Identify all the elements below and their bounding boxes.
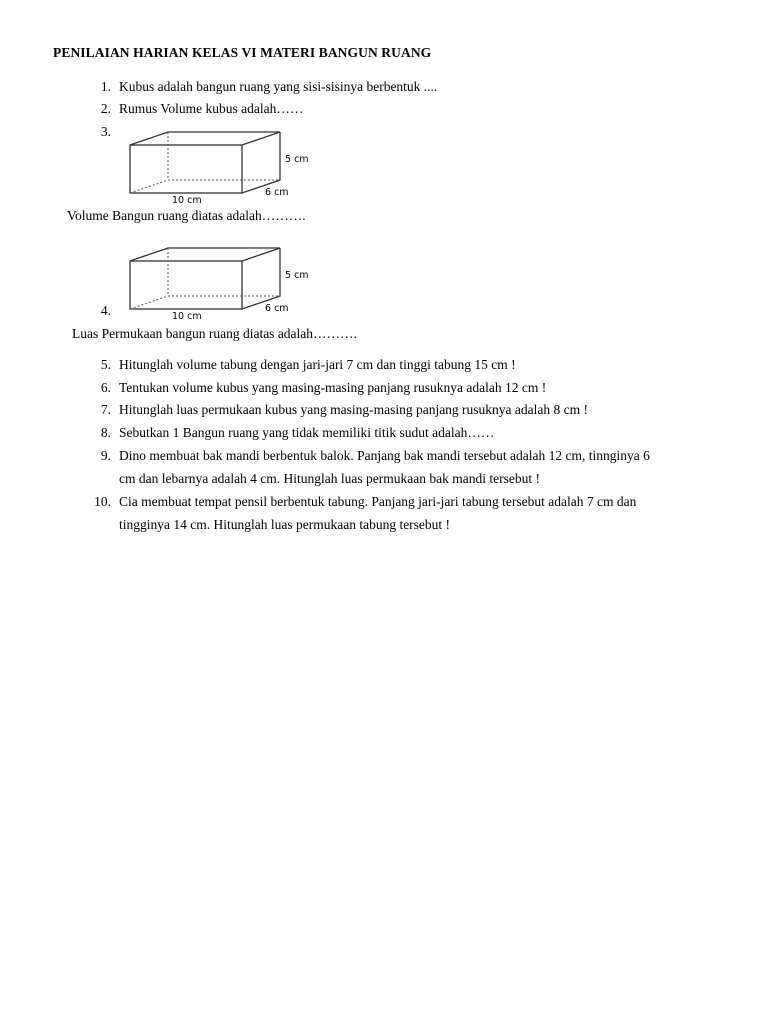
cuboid-diagram xyxy=(118,241,318,323)
question-text: Hitunglah volume tabung dengan jari-jari 7 cm dan tinggi tabung 15 cm ! xyxy=(119,357,516,372)
question-4-caption: Luas Permukaan bangun ruang diatas adalah………. xyxy=(72,326,357,341)
height-label: 5 cm xyxy=(285,270,309,281)
length-label: 10 cm xyxy=(172,195,202,206)
question-text-line-1: Dino membuat bak mandi berbentuk balok. Panjang bak mandi tersebut adalah 12 cm, tinnginya 6 xyxy=(119,448,650,463)
length-label: 10 cm xyxy=(172,311,202,322)
question-text: Kubus adalah bangun ruang yang sisi-sisinya berbentuk .... xyxy=(119,79,438,94)
cuboid-figure-q4 xyxy=(118,241,318,328)
question-3-caption: Volume Bangun ruang diatas adalah………. xyxy=(67,208,306,223)
width-label: 6 cm xyxy=(265,187,289,198)
front-face xyxy=(130,261,242,309)
top-edge xyxy=(130,132,280,145)
cuboid-diagram xyxy=(118,125,318,207)
question-text: Sebutkan 1 Bangun ruang yang tidak memiliki titik sudut adalah…… xyxy=(119,425,495,440)
question-number: 5. xyxy=(100,357,111,372)
question-number: 9. xyxy=(100,448,111,463)
right-edge xyxy=(242,132,280,193)
question-text-line-2: cm dan lebarnya adalah 4 cm. Hitunglah luas permukaan bak mandi tersebut ! xyxy=(119,471,540,486)
question-number: 3. xyxy=(100,124,111,139)
question-number: 4. xyxy=(100,303,111,318)
right-edge xyxy=(242,248,280,309)
page-title: PENILAIAN HARIAN KELAS VI MATERI BANGUN RUANG xyxy=(53,45,432,60)
question-number: 7. xyxy=(100,402,111,417)
hidden-edge xyxy=(130,180,168,193)
top-edge xyxy=(130,248,280,261)
height-label: 5 cm xyxy=(285,154,309,165)
question-text-line-1: Cia membuat tempat pensil berbentuk tabung. Panjang jari-jari tabung tersebut adalah 7 cm dan xyxy=(119,494,637,509)
question-number: 2. xyxy=(100,101,111,116)
question-text: Rumus Volume kubus adalah…… xyxy=(119,101,304,116)
question-text: Hitunglah luas permukaan kubus yang masing-masing panjang rusuknya adalah 8 cm ! xyxy=(119,402,589,417)
question-text-line-2: tingginya 14 cm. Hitunglah luas permukaan tabung tersebut ! xyxy=(119,517,451,532)
hidden-edge xyxy=(130,296,168,309)
width-label: 6 cm xyxy=(265,303,289,314)
question-number: 8. xyxy=(100,425,111,440)
question-number: 6. xyxy=(100,380,111,395)
question-number: 10. xyxy=(94,494,111,509)
cuboid-figure-q3 xyxy=(118,125,318,212)
question-text: Tentukan volume kubus yang masing-masing panjang rusuknya adalah 12 cm ! xyxy=(119,380,547,395)
front-face xyxy=(130,145,242,193)
question-number: 1. xyxy=(100,79,111,94)
